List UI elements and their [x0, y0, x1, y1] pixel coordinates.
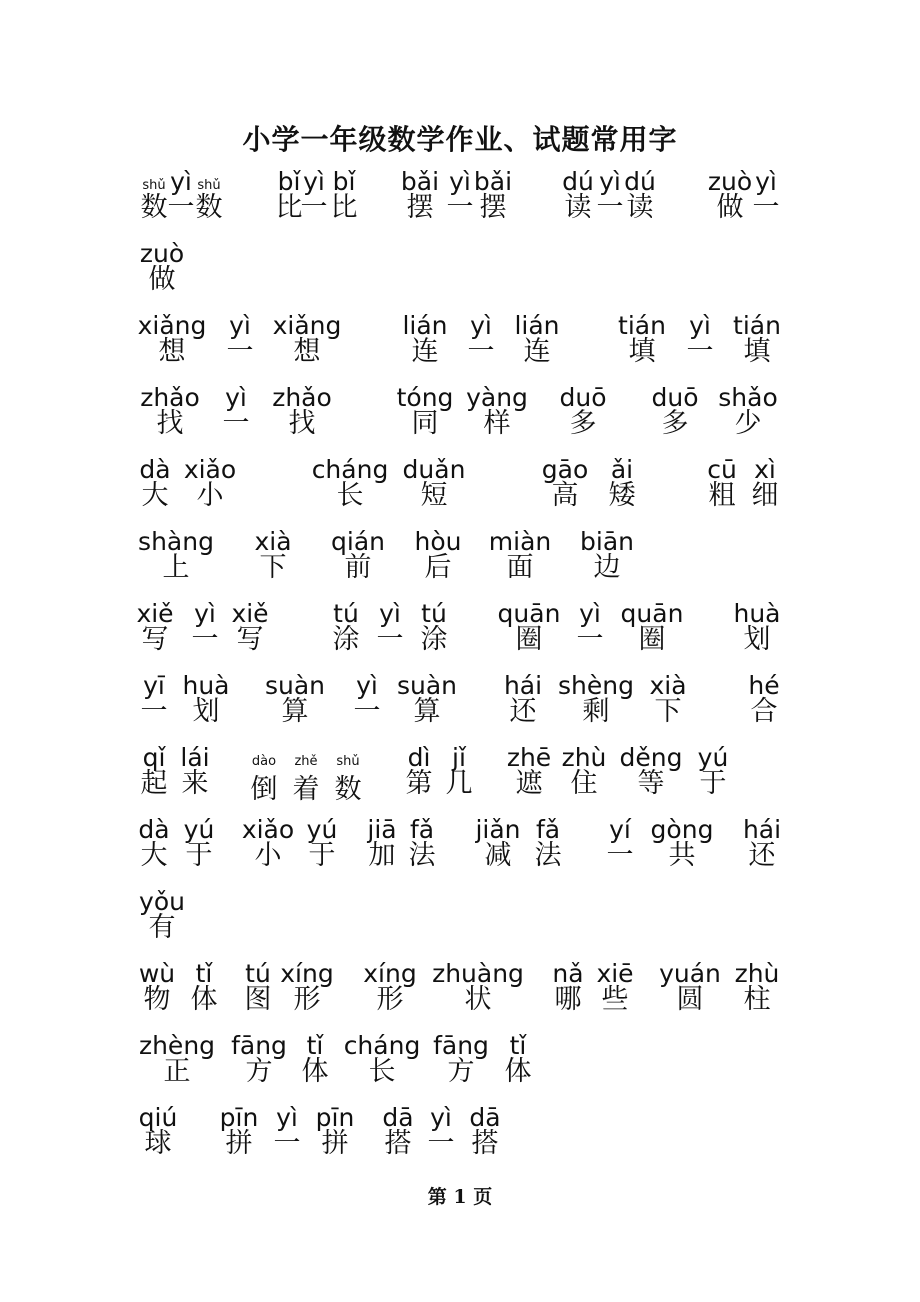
page-number: 第 1 页	[427, 1186, 493, 1208]
hanzi: 一	[226, 336, 254, 367]
hanzi: 数	[334, 774, 362, 805]
hanzi: 法	[408, 840, 436, 871]
pinyin: tǐ	[195, 959, 213, 988]
hanzi: 比	[330, 192, 358, 223]
hanzi: 一	[353, 696, 381, 727]
hanzi: 算	[281, 696, 309, 727]
hanzi: 一	[273, 1128, 301, 1159]
pinyin: jǐ	[452, 743, 466, 772]
pinyin: yì	[470, 311, 492, 340]
pinyin: bǐ	[277, 167, 301, 196]
hanzi: 方	[245, 1056, 273, 1087]
hanzi: 长	[336, 480, 364, 511]
pinyin: biān	[580, 527, 634, 556]
pinyin: hé	[748, 671, 780, 700]
hanzi: 剩	[582, 696, 610, 727]
pinyin: duō	[651, 383, 699, 412]
hanzi: 倒	[250, 774, 278, 805]
hanzi: 读	[564, 192, 592, 223]
pinyin: xià	[649, 671, 687, 700]
hanzi: 一	[686, 336, 714, 367]
hanzi: 物	[143, 984, 171, 1015]
pinyin: wù	[138, 959, 176, 988]
hanzi: 细	[751, 480, 779, 511]
pinyin: zhǎo	[140, 383, 200, 412]
pinyin: tú	[421, 599, 447, 628]
hanzi: 一	[427, 1128, 455, 1159]
pinyin: bǎi	[473, 167, 513, 196]
hanzi: 一	[376, 624, 404, 655]
pinyin: gāo	[541, 455, 589, 484]
hanzi: 找	[288, 408, 316, 439]
pinyin: xiǎo	[241, 815, 295, 844]
word-line	[0, 1032, 920, 1092]
hanzi: 有	[148, 912, 176, 943]
pinyin: yuán	[659, 959, 721, 988]
pinyin: shǔ	[142, 178, 166, 193]
pinyin: suàn	[396, 671, 458, 700]
word-line	[0, 888, 920, 948]
hanzi: 样	[483, 408, 511, 439]
hanzi: 减	[484, 840, 512, 871]
pinyin: zhē	[506, 743, 552, 772]
pinyin: yí	[609, 815, 631, 844]
pinyin: shǎo	[718, 383, 778, 412]
hanzi: 划	[192, 696, 220, 727]
hanzi: 多	[661, 408, 689, 439]
word-line	[0, 168, 920, 228]
hanzi: 前	[344, 552, 372, 583]
hanzi: 下	[654, 696, 682, 727]
pinyin: shǔ	[336, 754, 360, 769]
word-line	[0, 960, 920, 1020]
hanzi: 摆	[479, 192, 507, 223]
pinyin: lián	[402, 311, 448, 340]
pinyin: xiǎng	[272, 311, 342, 340]
hanzi: 正	[163, 1056, 191, 1087]
hanzi: 涂	[332, 624, 360, 655]
pinyin: xíng	[363, 959, 417, 988]
hanzi: 高	[551, 480, 579, 511]
pinyin: xiǎng	[137, 311, 207, 340]
pinyin: yì	[303, 167, 325, 196]
pinyin: yì	[449, 167, 471, 196]
pinyin: pīn	[219, 1103, 259, 1132]
hanzi: 小	[196, 480, 224, 511]
pinyin: yì	[599, 167, 621, 196]
hanzi: 比	[275, 192, 303, 223]
hanzi: 后	[424, 552, 452, 583]
hanzi: 等	[637, 768, 665, 799]
hanzi: 数	[195, 192, 223, 223]
pinyin: fāng	[433, 1031, 489, 1060]
pinyin: huà	[733, 599, 781, 628]
pinyin: zhù	[734, 959, 780, 988]
pinyin: tú	[333, 599, 359, 628]
pinyin: dà	[138, 815, 170, 844]
pinyin: dà	[139, 455, 171, 484]
hanzi: 一	[606, 840, 634, 871]
pinyin: yì	[229, 311, 251, 340]
word-line	[0, 744, 920, 804]
pinyin: zuò	[139, 239, 185, 268]
pinyin: qián	[331, 527, 385, 556]
pinyin: quān	[620, 599, 684, 628]
pinyin: cháng	[311, 455, 389, 484]
hanzi: 形	[293, 984, 321, 1015]
hanzi: 想	[293, 336, 321, 367]
hanzi: 大	[140, 840, 168, 871]
pinyin: dì	[407, 743, 431, 772]
hanzi: 些	[601, 984, 629, 1015]
pinyin: pīn	[315, 1103, 355, 1132]
pinyin: duō	[559, 383, 607, 412]
hanzi: 一	[576, 624, 604, 655]
hanzi: 圈	[638, 624, 666, 655]
hanzi: 体	[301, 1056, 329, 1087]
hanzi: 形	[376, 984, 404, 1015]
pinyin: yì	[689, 311, 711, 340]
pinyin: yú	[306, 815, 338, 844]
word-line	[0, 672, 920, 732]
hanzi: 起	[140, 768, 168, 799]
pinyin: bǐ	[332, 167, 356, 196]
hanzi: 第	[405, 768, 433, 799]
word-line	[0, 240, 920, 300]
word-line	[0, 312, 920, 372]
hanzi: 连	[523, 336, 551, 367]
pinyin: fǎ	[409, 815, 435, 844]
pinyin: zhèng	[138, 1031, 216, 1060]
hanzi: 柱	[743, 984, 771, 1015]
hanzi: 粗	[708, 480, 736, 511]
word-line	[0, 1104, 920, 1164]
pinyin: tǐ	[306, 1031, 324, 1060]
hanzi: 还	[509, 696, 537, 727]
hanzi: 圆	[676, 984, 704, 1015]
hanzi: 下	[259, 552, 287, 583]
hanzi: 圈	[515, 624, 543, 655]
hanzi: 大	[141, 480, 169, 511]
word-line	[0, 528, 920, 588]
pinyin: lián	[514, 311, 560, 340]
pinyin: zuò	[707, 167, 753, 196]
pinyin: dào	[251, 754, 277, 769]
pinyin: hái	[503, 671, 543, 700]
hanzi: 一	[446, 192, 474, 223]
pinyin: yī	[143, 671, 165, 700]
pinyin: yì	[225, 383, 247, 412]
hanzi: 搭	[471, 1128, 499, 1159]
hanzi: 状	[464, 984, 492, 1015]
hanzi: 一	[191, 624, 219, 655]
hanzi: 找	[156, 408, 184, 439]
hanzi: 球	[144, 1128, 172, 1159]
hanzi: 还	[748, 840, 776, 871]
hanzi: 填	[743, 336, 771, 367]
pinyin: yǒu	[139, 887, 185, 916]
hanzi: 矮	[608, 480, 636, 511]
pinyin: xiě	[231, 599, 269, 628]
hanzi: 涂	[420, 624, 448, 655]
page-title: 小学一年级数学作业、试题常用字	[242, 123, 678, 156]
hanzi: 一	[222, 408, 250, 439]
hanzi: 摆	[406, 192, 434, 223]
pinyin: xiǎo	[183, 455, 237, 484]
hanzi: 面	[506, 552, 534, 583]
hanzi: 一	[300, 192, 328, 223]
hanzi: 长	[368, 1056, 396, 1087]
hanzi: 搭	[384, 1128, 412, 1159]
pinyin: dú	[624, 167, 656, 196]
pinyin: fāng	[231, 1031, 287, 1060]
hanzi: 一	[596, 192, 624, 223]
pinyin: hái	[742, 815, 782, 844]
pinyin: duǎn	[402, 455, 466, 484]
pinyin: suàn	[264, 671, 326, 700]
pinyin: tián	[733, 311, 781, 340]
hanzi: 数	[140, 192, 168, 223]
pinyin: dā	[469, 1103, 501, 1132]
hanzi: 着	[292, 774, 320, 805]
pinyin: xiē	[596, 959, 634, 988]
word-line	[0, 600, 920, 660]
pinyin: qiú	[138, 1103, 178, 1132]
hanzi: 方	[447, 1056, 475, 1087]
pinyin: nǎ	[552, 959, 584, 988]
hanzi: 读	[626, 192, 654, 223]
hanzi: 一	[167, 192, 195, 223]
hanzi: 划	[743, 624, 771, 655]
hanzi: 于	[699, 768, 727, 799]
pinyin: xià	[254, 527, 292, 556]
hanzi: 几	[445, 768, 473, 799]
pinyin: zhě	[294, 754, 318, 769]
hanzi: 法	[534, 840, 562, 871]
pinyin: lái	[180, 743, 210, 772]
hanzi: 体	[504, 1056, 532, 1087]
pinyin: tóng	[396, 383, 454, 412]
pinyin: fǎ	[535, 815, 561, 844]
hanzi: 于	[308, 840, 336, 871]
pinyin: tián	[618, 311, 666, 340]
hanzi: 体	[190, 984, 218, 1015]
hanzi: 拼	[321, 1128, 349, 1159]
hanzi: 住	[570, 768, 598, 799]
pinyin: xíng	[280, 959, 334, 988]
hanzi: 一	[467, 336, 495, 367]
hanzi: 一	[752, 192, 780, 223]
hanzi: 加	[368, 840, 396, 871]
pinyin: zhuàng	[432, 959, 524, 988]
pinyin: huà	[182, 671, 230, 700]
pinyin: jiā	[367, 815, 397, 844]
pinyin: qǐ	[142, 743, 166, 772]
pinyin: yì	[379, 599, 401, 628]
hanzi: 小	[254, 840, 282, 871]
hanzi: 上	[162, 552, 190, 583]
pinyin: dú	[562, 167, 594, 196]
pinyin: quān	[497, 599, 561, 628]
hanzi: 做	[716, 192, 744, 223]
hanzi: 多	[569, 408, 597, 439]
hanzi: 遮	[515, 768, 543, 799]
pinyin: yú	[697, 743, 729, 772]
pinyin: jiǎn	[475, 815, 521, 844]
hanzi: 来	[181, 768, 209, 799]
pinyin: yì	[579, 599, 601, 628]
pinyin: tú	[245, 959, 271, 988]
hanzi: 写	[236, 624, 264, 655]
pinyin: miàn	[488, 527, 552, 556]
word-line	[0, 384, 920, 444]
pinyin: yì	[194, 599, 216, 628]
pinyin: dā	[382, 1103, 414, 1132]
hanzi: 拼	[225, 1128, 253, 1159]
pinyin: zhǎo	[272, 383, 332, 412]
pinyin: cū	[707, 455, 737, 484]
word-line	[0, 456, 920, 516]
hanzi: 少	[734, 408, 762, 439]
hanzi: 同	[411, 408, 439, 439]
pinyin: shǔ	[197, 178, 221, 193]
hanzi: 想	[158, 336, 186, 367]
hanzi: 合	[750, 696, 778, 727]
hanzi: 于	[185, 840, 213, 871]
hanzi: 算	[413, 696, 441, 727]
pinyin: gòng	[650, 815, 714, 844]
hanzi: 图	[244, 984, 272, 1015]
pinyin: yàng	[466, 383, 528, 412]
hanzi: 写	[141, 624, 169, 655]
pinyin: yì	[755, 167, 777, 196]
hanzi: 一	[140, 696, 168, 727]
pinyin: tǐ	[509, 1031, 527, 1060]
hanzi: 边	[593, 552, 621, 583]
pinyin: hòu	[414, 527, 462, 556]
pinyin: zhù	[561, 743, 607, 772]
pinyin: shàng	[138, 527, 214, 556]
pinyin: yì	[430, 1103, 452, 1132]
pinyin: yì	[356, 671, 378, 700]
hanzi: 哪	[554, 984, 582, 1015]
pinyin: děng	[619, 743, 683, 772]
pinyin: yì	[276, 1103, 298, 1132]
pinyin: xiě	[136, 599, 174, 628]
pinyin: shèng	[558, 671, 634, 700]
hanzi: 填	[628, 336, 656, 367]
pinyin: xì	[754, 455, 776, 484]
hanzi: 连	[411, 336, 439, 367]
pinyin: yì	[170, 167, 192, 196]
word-line	[0, 816, 920, 876]
pinyin: yú	[183, 815, 215, 844]
pinyin: cháng	[343, 1031, 421, 1060]
pinyin: ǎi	[610, 455, 634, 484]
hanzi: 短	[420, 480, 448, 511]
pinyin: bǎi	[400, 167, 440, 196]
hanzi: 共	[668, 840, 696, 871]
hanzi: 做	[148, 264, 176, 295]
